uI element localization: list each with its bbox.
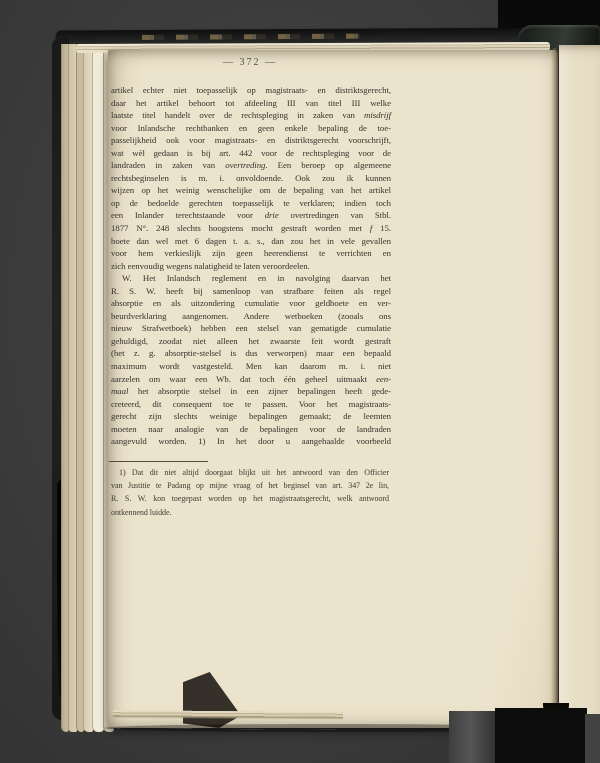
text-line: maal het absorptie stelsel in een zijner bepalingen heeft gede- bbox=[111, 386, 391, 397]
text-line: rechtsbeginselen is m. i. onvoldoende. Ook zou ik kunnen bbox=[111, 172, 391, 183]
book-bottom-board-right bbox=[585, 714, 600, 763]
text-line: nieuw Strafwetboek) hebben een stelsel van gematigde cumulatie bbox=[111, 323, 391, 334]
footnote bbox=[111, 466, 389, 519]
text-line: aangevuld worden. 1) In het door u aangehaalde voorbeeld bbox=[111, 436, 391, 447]
text-line: passelijkheid ook voor magistraats- en distriktsgerecht voorschrijft, bbox=[111, 135, 391, 146]
text-line: wijzen op het weinig wenschelijke om de bepaling van het artikel bbox=[111, 185, 391, 196]
text-line: aarzelen om waar een Wb. dat toch één geheel uitmaakt een- bbox=[111, 373, 391, 384]
text-line: creteerd, dit consequent toe te passen. Voor het magistraats- bbox=[111, 398, 391, 409]
text-line: gehuldigd, zoodat niet alleen het zwaarste feit wordt gestraft bbox=[111, 335, 391, 346]
text-line: daar het artikel behoort tot afdeeling III van titel III welke bbox=[111, 97, 391, 108]
text-line: moeten naar analogie van de bepalingen voor de landraden bbox=[111, 423, 391, 434]
text-line: 1) Dat dit niet altijd doorgaat blijkt uit het antwoord van den Officier bbox=[119, 468, 389, 477]
body-text bbox=[111, 84, 391, 448]
text-line: maximum wordt vastgesteld. Men kan daarom m. i. niet bbox=[111, 361, 391, 372]
page-number: — 372 — bbox=[223, 57, 277, 68]
text-line: laatste titel handelt over de rechtspleging in zaken van misdrijf bbox=[111, 110, 391, 121]
text-line: boete dan wel met 6 dagen t. a. s., dan zou het in vele gevallen bbox=[111, 235, 391, 246]
text-line: gerecht zijn slechts weinige bepalingen gemaakt; de leemten bbox=[111, 411, 391, 422]
text-line: (het z. g. absorptie-stelsel is dus verworpen) maar een bepaald bbox=[111, 348, 391, 359]
text-line: landraden in zaken van overtreding. Een beroep op algemeene bbox=[111, 160, 391, 171]
footnote-separator bbox=[109, 461, 208, 462]
text-line: wat wèl gedaan is bij art. 442 voor de rechtspleging voor de bbox=[111, 147, 391, 158]
text-line: artikel echter niet toepasselijk op magistraats- en distriktsgerecht, bbox=[111, 85, 391, 95]
text-line: ontkennend luidde. bbox=[111, 507, 172, 517]
facing-page-edge bbox=[559, 45, 600, 715]
book-bottom-shadow-black bbox=[495, 708, 587, 763]
text-line: een Inlander terechtstaande voor drie overtredingen van Stbl. bbox=[111, 210, 391, 221]
page-stack-edges bbox=[61, 44, 113, 732]
text-line: zich eenvoudig wegens nalatigheid te laten veroordeelen. bbox=[111, 260, 310, 271]
text-line: W. Het Inlandsch reglement en in navolging daarvan het bbox=[122, 273, 391, 284]
book-bottom-board-gray bbox=[449, 711, 497, 763]
text-line: R. S. W. kon toegepast worden op het magistraatsgerecht, welk antwoord bbox=[111, 494, 389, 504]
text-line: van Justitie te Padang op mijne vraag of het beginsel van art. 347 2e lin, bbox=[111, 481, 389, 491]
text-line: beurdverklaring aangenomen. Andere wetboeken (zooals ons bbox=[111, 310, 391, 321]
text-line: absorptie en als uitzondering cumulatie voor geldboete en ver- bbox=[111, 298, 391, 309]
text-line: 1877 N°. 248 slechts hoogstens mocht gestraft worden met f 15. bbox=[111, 223, 392, 234]
text-line: R. S. W. heeft bij samenloop van strafbare feiten als regel bbox=[111, 285, 391, 296]
text-line: op de bedoelde gerechten toepasselijk te verklaren; indien toch bbox=[111, 197, 391, 208]
text-line: voor Inlandsche rechtbanken en geen enkele bepaling de toe- bbox=[111, 122, 391, 133]
text-line: voor hem verkieslijk zijn geen heerendienst te verrichten en bbox=[111, 248, 391, 259]
